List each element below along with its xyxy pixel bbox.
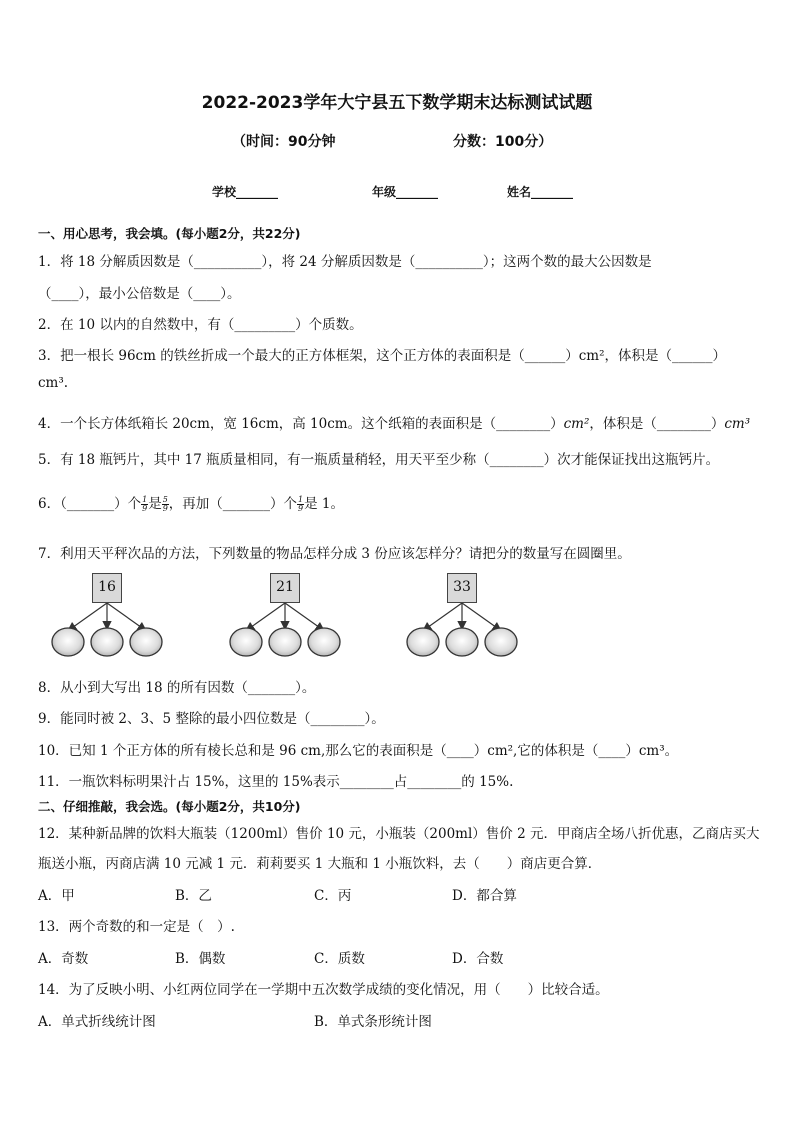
question-4-text-2: ，体积是（________） [589, 416, 725, 432]
answer-circle [407, 628, 439, 656]
page-title: 2022-2023学年大宁县五下数学期末达标测试试题 [201, 93, 593, 113]
question-2: 2．在 10 以内的自然数中，有（_________）个质数。 [38, 317, 363, 333]
question-6-part-a: 6．（_______）个 [38, 496, 142, 512]
answer-circle [230, 628, 262, 656]
exam-score: 分数：100分） [453, 134, 553, 150]
question-3-line-1: 3．把一根长 96cm 的铁丝折成一个最大的正方体框架，这个正方体的表面积是（______）cm²，体积是（______） [38, 348, 726, 364]
question-3-line-2: cm³. [38, 375, 69, 391]
answer-circle [269, 628, 301, 656]
quantity-box-21: 21 [270, 573, 300, 603]
section-1-heading: 一、用心思考，我会填。(每小题2分，共22分) [38, 226, 301, 241]
section-2-heading: 二、仔细推敲，我会选。(每小题2分，共10分) [38, 799, 301, 814]
diagram-group-1 [52, 603, 162, 656]
question-9: 9．能同时被 2、3、5 整除的最小四位数是（________）。 [38, 711, 385, 727]
question-6 [38, 492, 344, 513]
question-12-option-b[interactable]: B．乙 [175, 888, 212, 904]
question-14-option-a[interactable]: A．单式折线统计图 [38, 1014, 156, 1030]
quantity-box-16: 16 [92, 573, 122, 603]
question-4-unit-1: cm² [563, 416, 590, 432]
question-14-option-b[interactable]: B．单式条形统计图 [314, 1014, 432, 1030]
question-12-option-a[interactable]: A．甲 [38, 888, 75, 904]
diagram-group-2 [230, 603, 340, 656]
question-13-option-c[interactable]: C．质数 [314, 951, 365, 967]
question-13: 13．两个奇数的和一定是（ ）. [38, 919, 235, 935]
question-7: 7．利用天平秤次品的方法，下列数量的物品怎样分成 3 份应该怎样分？请把分的数量写在圆圈里。 [38, 546, 631, 562]
question-13-option-a[interactable]: A．奇数 [38, 951, 89, 967]
question-12-line-2: 瓶送小瓶，丙商店满 10 元减 1 元．莉莉要买 1 大瓶和 1 小瓶饮料，去（ ）商店更合算． [38, 856, 602, 872]
question-4 [38, 412, 750, 432]
question-10: 10．已知 1 个正方体的所有棱长总和是 96 cm,那么它的表面积是（____）cm²,它的体积是（____）cm³。 [38, 743, 679, 759]
question-4-text-1: 4．一个长方体纸箱长 20cm，宽 16cm，高 10cm。这个纸箱的表面积是（________） [38, 416, 564, 432]
question-12-option-c[interactable]: C．丙 [314, 888, 352, 904]
fraction-1-9-b: $\frac{1}{9}$ [298, 495, 304, 513]
question-11: 11．一瓶饮料标明果汁占 15%，这里的 15%表示________占________的 15%. [38, 774, 514, 790]
name-field: 姓名_______ [507, 185, 574, 199]
question-6-part-b: 是 [148, 496, 162, 512]
answer-circle [308, 628, 340, 656]
answer-circle [485, 628, 517, 656]
question-14: 14．为了反映小明、小红两位同学在一学期中五次数学成绩的变化情况，用（ ）比较合适。 [38, 982, 609, 998]
grade-field: 年级_______ [372, 185, 439, 199]
quantity-box-33: 33 [447, 573, 477, 603]
answer-circle [446, 628, 478, 656]
diagram-group-3 [407, 603, 517, 656]
question-1-line-1: 1．将 18 分解质因数是（__________），将 24 分解质因数是（__________）；这两个数的最大公因数是 [38, 254, 652, 270]
question-8: 8．从小到大写出 18 的所有因数（_______）。 [38, 680, 316, 696]
answer-circle [91, 628, 123, 656]
answer-circle [130, 628, 162, 656]
exam-time: （时间：90分钟 [232, 134, 336, 150]
fraction-1-9: $\frac{1}{9}$ [142, 495, 148, 513]
question-6-part-d: 是 1。 [304, 496, 345, 512]
question-12-option-d[interactable]: D．都合算 [452, 888, 517, 904]
question-1-line-2: （____），最小公倍数是（____）。 [38, 286, 241, 302]
question-6-part-c: ，再加（_______）个 [168, 496, 298, 512]
question-4-unit-2: cm³ [724, 416, 751, 432]
question-12-line-1: 12．某种新品牌的饮料大瓶装（1200ml）售价 10 元，小瓶装（200ml）售价 2 元．甲商店全场八折优惠，乙商店买大 [38, 826, 760, 842]
question-13-option-d[interactable]: D．合数 [452, 951, 504, 967]
question-13-option-b[interactable]: B．偶数 [175, 951, 226, 967]
question-5: 5．有 18 瓶钙片，其中 17 瓶质量相同，有一瓶质量稍轻，用天平至少称（________）次才能保证找出这瓶钙片。 [38, 452, 720, 468]
fraction-5-9: $\frac{5}{9}$ [162, 495, 168, 513]
answer-circle [52, 628, 84, 656]
school-field: 学校_______ [212, 185, 279, 199]
